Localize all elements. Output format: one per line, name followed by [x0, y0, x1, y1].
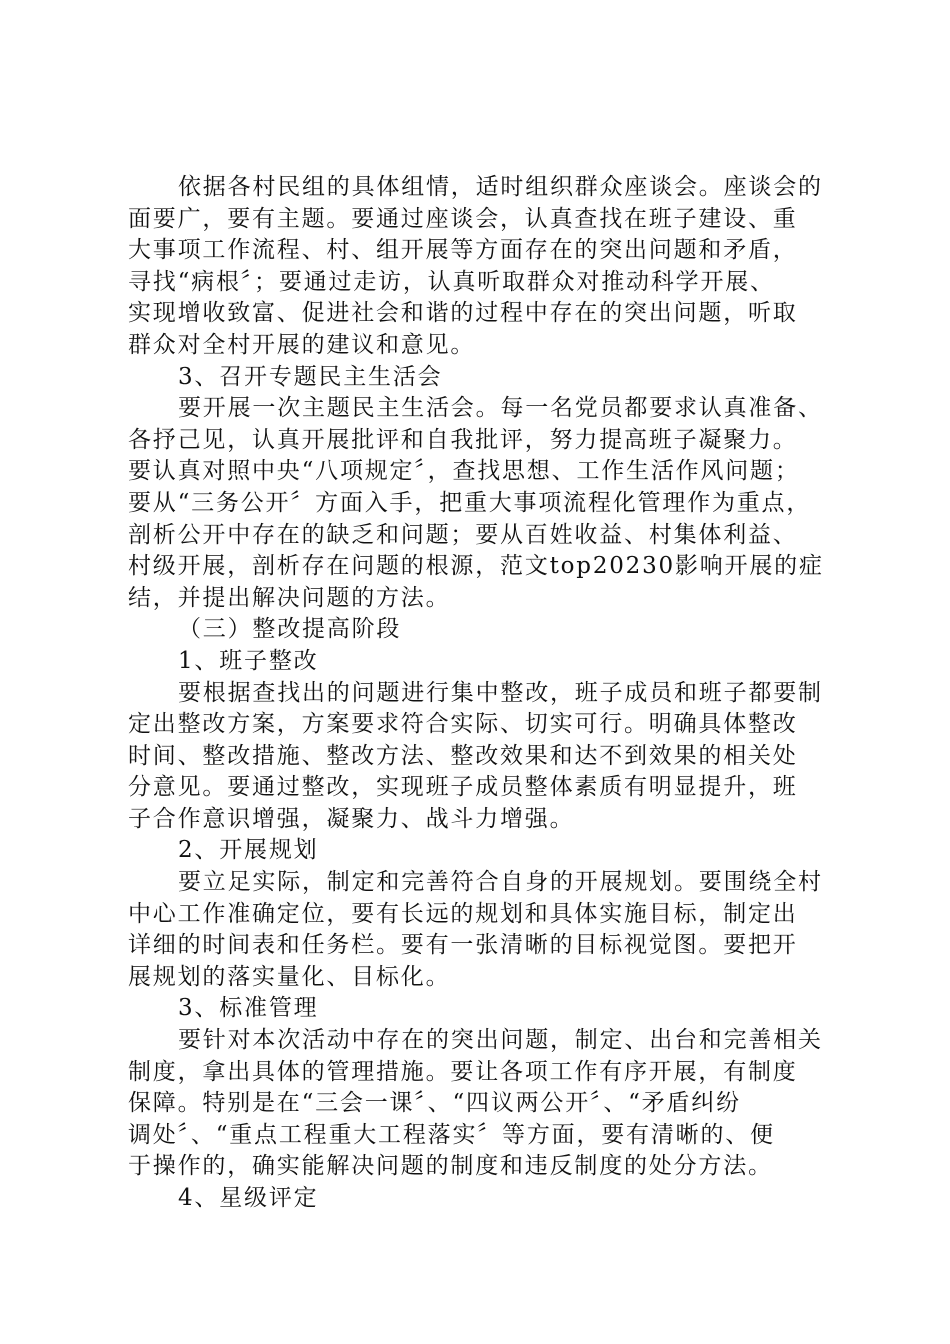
text-line: 保障。特别是在“三会一课〞、“四议两公开〞、“矛盾纠纷	[128, 1090, 741, 1117]
text-line: 2、开展规划	[178, 837, 319, 864]
text-line: （三）整改提高阶段	[178, 616, 402, 643]
text-line: 依据各村民组的具体组情，适时组织群众座谈会。座谈会的	[178, 174, 823, 200]
text-line: 要根据查找出的问题进行集中整改，班子成员和班子都要制	[178, 679, 823, 706]
text-line: 4、星级评定	[178, 1185, 319, 1211]
text-line: 调处〞、“重点工程重大工程落实〞等方面，要有清晰的、便	[128, 1121, 775, 1148]
text-line: 要从“三务公开〞方面入手，把重大事项流程化管理作为重点，	[128, 489, 812, 516]
text-line: 剖析公开中存在的缺乏和问题；要从百姓收益、村集体利益、	[128, 521, 798, 548]
text-line: 要针对本次活动中存在的突出问题，制定、出台和完善相关	[178, 1027, 823, 1054]
text-line: 于操作的，确实能解决问题的制度和违反制度的处分方法。	[128, 1153, 773, 1180]
text-line: 大事项工作流程、村、组开展等方面存在的突出问题和矛盾，	[128, 237, 798, 264]
text-line: 寻找“病根〞；要通过走访，认真听取群众对推动科学开展、	[128, 268, 775, 295]
text-line: 实现增收致富、促进社会和谐的过程中存在的突出问题，听取	[128, 300, 798, 327]
text-line: 结，并提出解决问题的方法。	[128, 584, 451, 611]
text-line: 1、班子整改	[178, 647, 319, 674]
text-line: 要立足实际，制定和完善符合自身的开展规划。要围绕全村	[178, 869, 823, 896]
text-line: 中心工作准确定位，要有长远的规划和具体实施目标，制定出	[128, 900, 798, 927]
text-line: 展规划的落实量化、目标化。	[128, 963, 451, 990]
text-line: 详细的时间表和任务栏。要有一张清晰的目标视觉图。要把开	[128, 932, 798, 959]
text-line: 子合作意识增强，凝聚力、战斗力增强。	[128, 805, 575, 832]
text-line: 时间、整改措施、整改方法、整改效果和达不到效果的相关处	[128, 742, 798, 769]
text-line: 定出整改方案，方案要求符合实际、切实可行。明确具体整改	[128, 711, 798, 738]
text-line: 要开展一次主题民主生活会。每一名党员都要求认真准备、	[178, 395, 823, 422]
text-line: 要认真对照中央“八项规定〞，查找思想、工作生活作风问题；	[128, 458, 800, 485]
text-line: 群众对全村开展的建议和意见。	[128, 331, 476, 358]
text-line: 3、召开专题民主生活会	[178, 363, 443, 390]
document-body	[128, 172, 840, 1215]
text-line: 制度，拿出具体的管理措施。要让各项工作有序开展，有制度	[128, 1058, 798, 1085]
text-line: 各抒己见，认真开展批评和自我批评，努力提高班子凝聚力。	[128, 426, 798, 453]
text-line: 面要广，要有主题。要通过座谈会，认真查找在班子建设、重	[128, 205, 798, 232]
text-line: 村级开展，剖析存在问题的根源，范文top20230影响开展的症	[128, 553, 824, 580]
text-line: 3、标准管理	[178, 995, 319, 1022]
text-line: 分意见。要通过整改，实现班子成员整体素质有明显提升，班	[128, 774, 798, 801]
